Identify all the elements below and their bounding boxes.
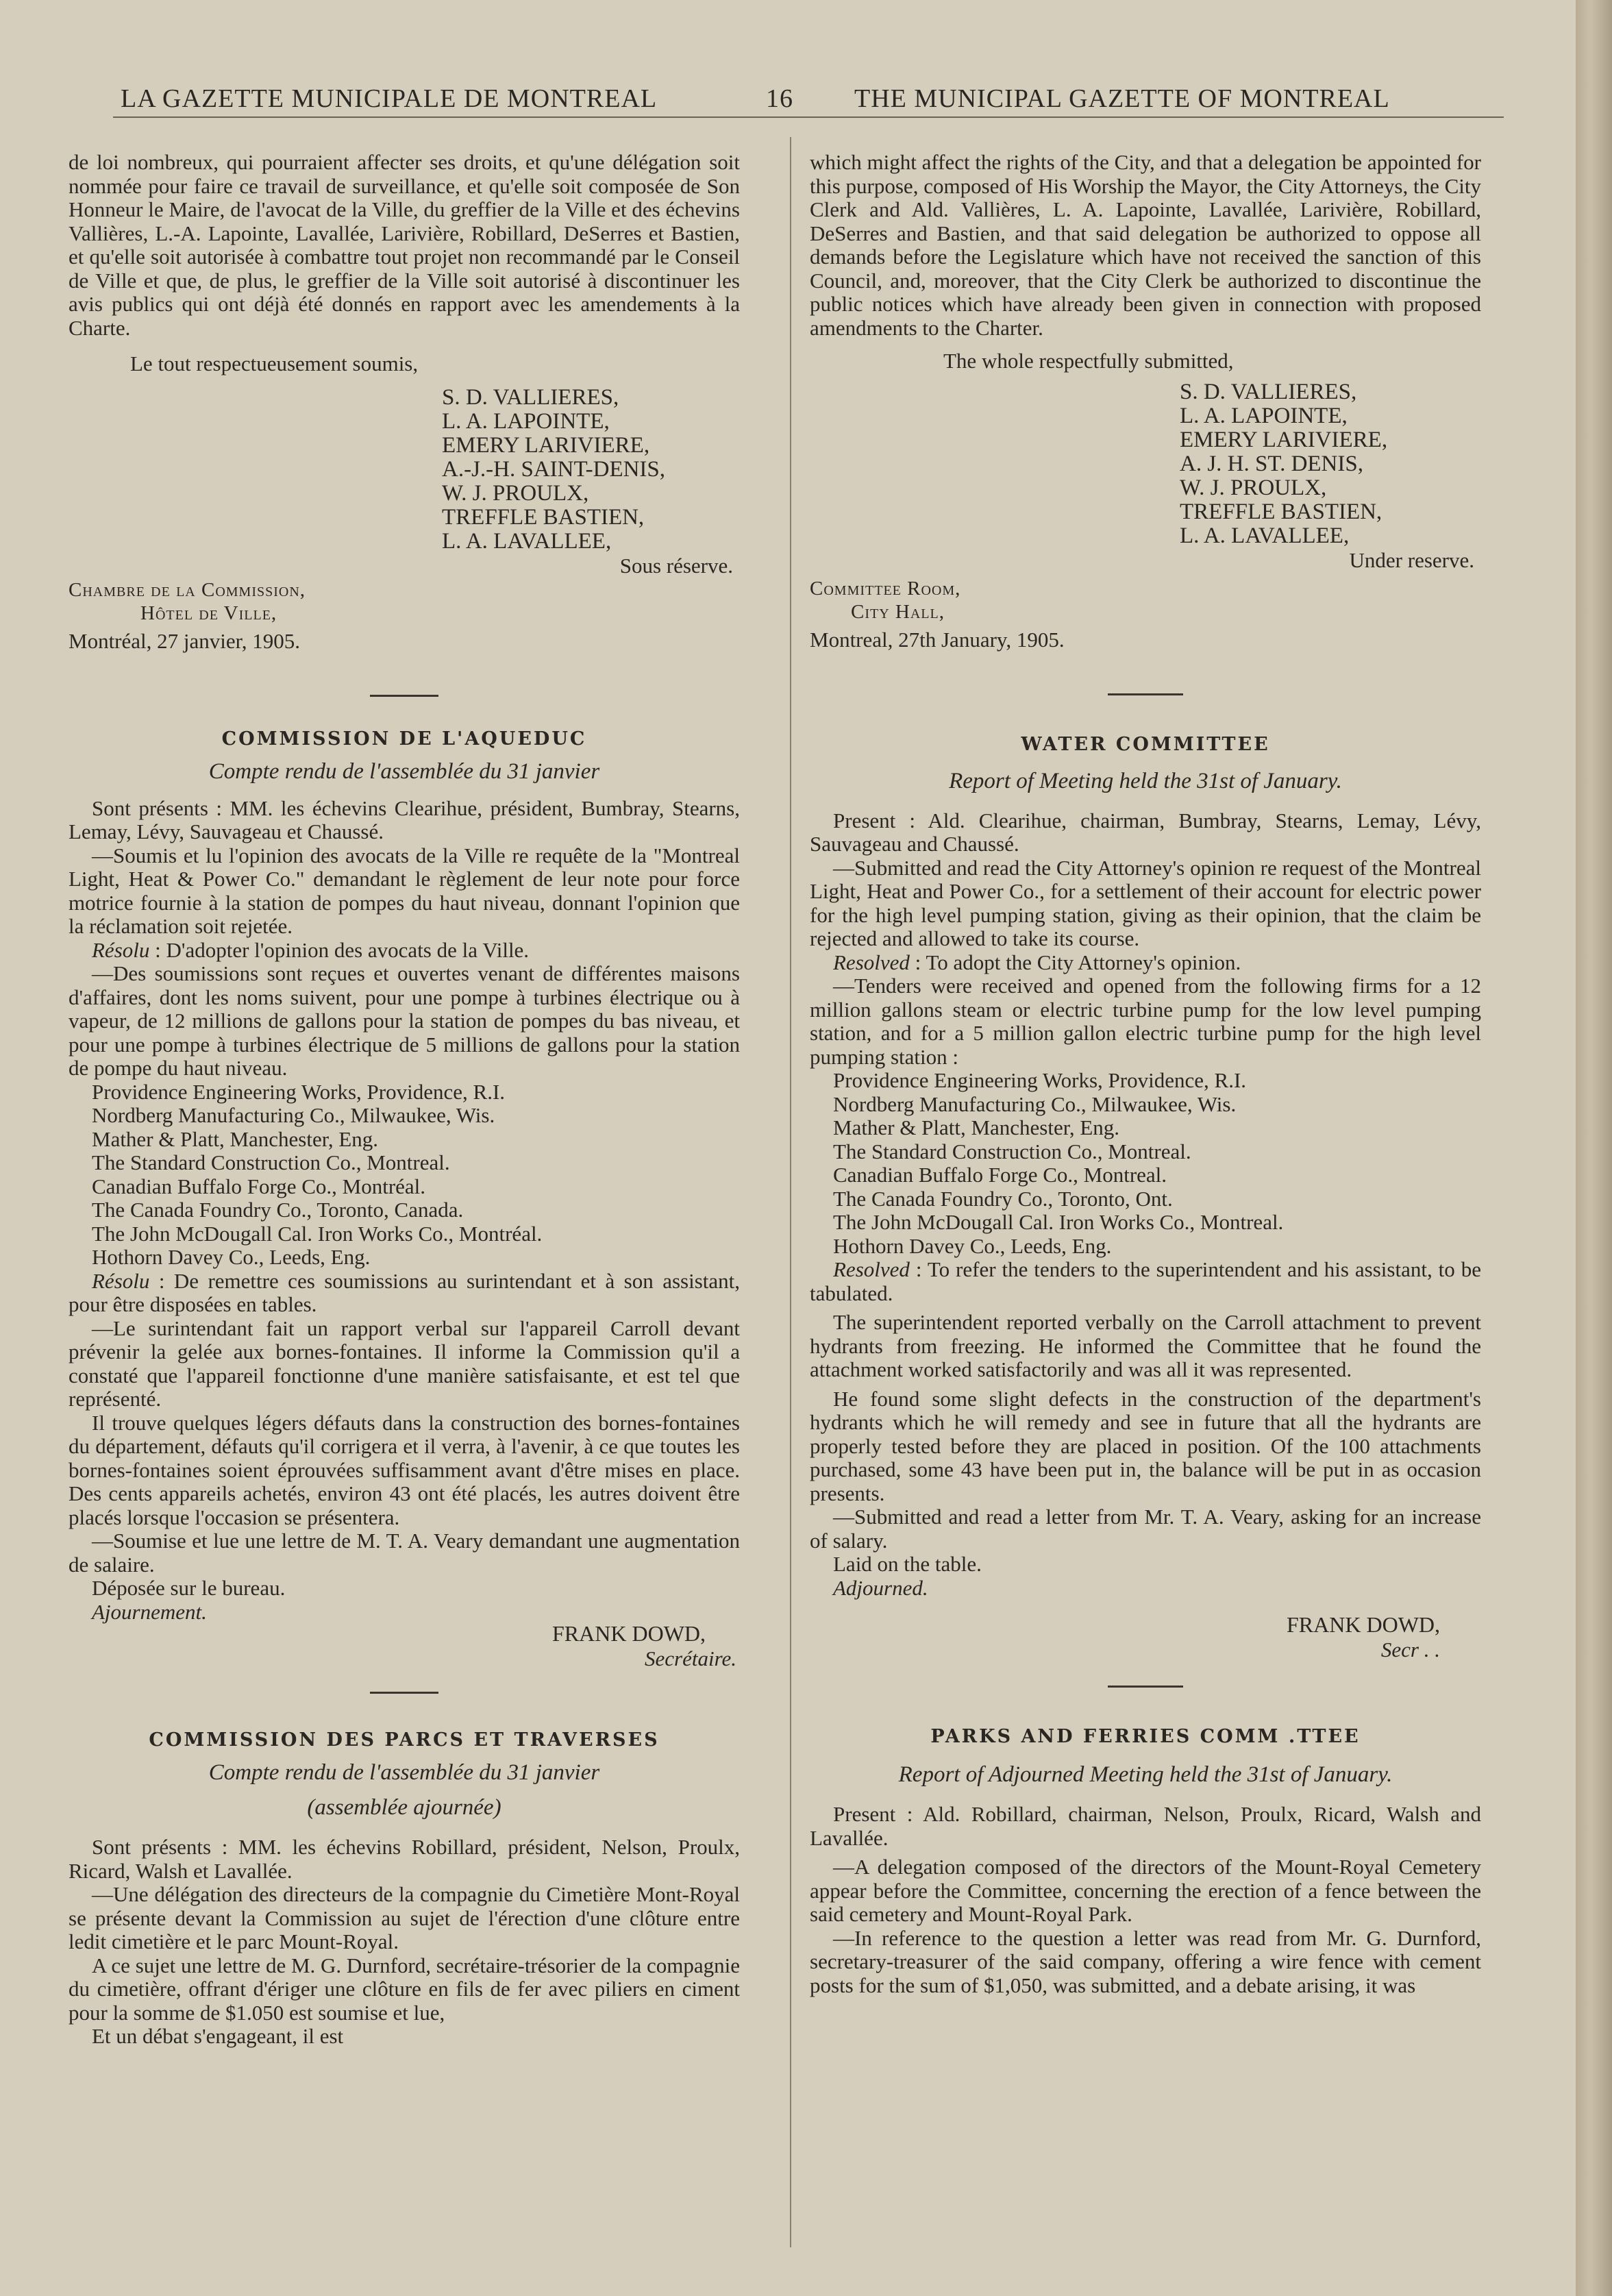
list-item: The Canada Foundry Co., Toronto, Canada. [92,1198,464,1222]
paragraph: Present : Ald. Robillard, chairman, Nelson, Proulx, Ricard, Walsh and Lavallée. [810,1802,1481,1850]
signatory: TREFFLE BASTIEN, [442,504,645,530]
secretary-title: Secr . . [1380,1638,1440,1662]
place-line: Committee Room, [810,577,961,600]
resolution-label: Resolved [833,950,910,974]
section-subtitle: Compte rendu de l'assemblée du 31 janvier [208,758,600,784]
submitted-line: Le tout respectueusement soumis, [130,351,419,375]
section-separator [1108,1686,1183,1688]
list-item: Canadian Buffalo Forge Co., Montréal. [92,1174,426,1198]
resolution-label: Résolu [92,1268,150,1293]
signatory: EMERY LARIVIERE, [1180,427,1388,452]
place-block [810,577,1481,624]
reserve-note: Under reserve. [1349,547,1474,572]
list-item: The Standard Construction Co., Montreal. [92,1150,450,1174]
place-line: Chambre de la Commission, [69,578,306,601]
paragraph: —Une délégation des directeurs de la compagnie du Cimetière Mont-Royal se présente devant la Commission au sujet de l'érection d'une clôture entre ledit cimetière et le parc Mount-Royal. [69,1882,740,1953]
place-block [69,578,740,625]
paragraph: Et un débat s'engageant, il est [92,2024,344,2048]
paragraph: —Soumise et lue une lettre de M. T. A. Veary demandant une augmentation de salaire. [69,1529,740,1577]
header-french-title: LA GAZETTE MUNICIPALE DE MONTREAL [121,84,658,113]
paragraph: : To refer the tenders to the superintendent and his assistant, to be tabulated. [810,1257,1481,1305]
running-header [0,84,1576,125]
paragraph: —Tenders were received and opened from the following firms for a 12 million gallons steam or electric turbine pump for the low level pumping station, and for a 5 million gallon electric turbine pump for the high level pumping station : [810,974,1481,1069]
paragraph: Déposée sur le bureau. [92,1576,286,1600]
section-separator [370,1692,438,1694]
signatories [1180,380,1481,548]
firm-list [69,1081,740,1270]
reserve-note: Sous réserve. [619,553,733,578]
paragraph: —Le surintendant fait un rapport verbal sur l'appareil Carroll devant prévenir la gelée aux bornes-fontaines. Il informe la Commission qu'il a constaté que l'appareil fonctionne d'une manière satisfaisante, et est tel que représenté. [69,1316,740,1411]
page-number: 16 [766,84,793,113]
paragraph: Present : Ald. Clearihue, chairman, Bumbray, Stearns, Lemay, Lévy, Sauvageau and Chaussé. [810,808,1481,856]
list-item: Mather & Platt, Manchester, Eng. [833,1115,1120,1139]
list-item: Hothorn Davey Co., Leeds, Eng. [92,1245,371,1269]
english-column [810,151,1481,1997]
report-date: Montreal, 27th January, 1905. [810,627,1065,652]
signatory: W. J. PROULX, [442,480,589,506]
list-item: Providence Engineering Works, Providence, R.I. [833,1068,1247,1092]
section-subtitle: Report of Adjourned Meeting held the 31st of January. [898,1762,1393,1787]
list-item: Mather & Platt, Manchester, Eng. [92,1126,379,1151]
signatory: TREFFLE BASTIEN, [1180,499,1382,524]
section-title: PARKS AND FERRIES COMM .TTEE [930,1726,1361,1747]
section-separator [1108,693,1183,695]
paragraph: —Submitted and read the City Attorney's opinion re request of the Montreal Light, Heat and Power Co., for a settlement of their account for electric power for the high level pumping station, giving as their opinion, that the claim be rejected and allowed to take its course. [810,855,1481,950]
report-date: Montréal, 27 janvier, 1905. [69,628,300,653]
signatory: L. A. LAVALLEE, [442,528,612,554]
report-continuation: which might affect the rights of the City, and that a delegation be appointed for this purpose, composed of His Worship the Mayor, the City Attorneys, the City Clerk and Ald. Vallières, L. A. Lapointe, Lavallée, Larivière, Robillard, DeSerres and Bastien, and that said delegation be authorized to oppose all demands before the Legislature which have not received the sanction of this Council, and, moreover, that the City Clerk be authorized to discontinue the public notices which have already been given in connection with proposed amendments to the Charter. [810,150,1481,340]
adjournment: Ajournement. [92,1599,207,1624]
signatory: S. D. VALLIERES, [1180,379,1357,404]
paragraph: —Des soumissions sont reçues et ouvertes venant de différentes maisons d'affaires, dont les noms suivent, pour une pompe à turbines électrique ou à vapeur, de 12 millions de gallons pour la station de pompes du bas niveau, et pour une pompe à turbines électrique de 5 millions de gallons pour la station de pompe du haut niveau. [69,961,740,1080]
signatory: L. A. LAPOINTE, [442,408,610,434]
resolution-label: Résolu [92,937,150,962]
secretary-title: Secrétaire. [645,1646,736,1670]
place-line: City Hall, [851,600,945,623]
paragraph: He found some slight defects in the construction of the department's hydrants which he will remedy and see in future that all the hydrants are properly tested before they are placed in position. Of the 100 attachments purchased, some 43 have been put in, the balance will be put in as occasion presents. [810,1386,1481,1505]
resolution-label: Resolved [833,1257,910,1281]
header-rule [113,116,1504,118]
column-divider [790,137,791,2247]
paragraph: The superintendent reported verbally on the Carroll attachment to prevent hydrants from freezing. He informed the Committee that he found the attachment worked satisfactorily and was all it was represented. [810,1310,1481,1381]
submitted-line: The whole respectfully submitted, [943,349,1234,373]
header-english-title: THE MUNICIPAL GAZETTE OF MONTREAL [854,84,1390,113]
list-item: The Standard Construction Co., Montreal. [833,1139,1191,1163]
paragraph: Sont présents : MM. les échevins Clearihue, président, Bumbray, Stearns, Lemay, Lévy, Sauvageau et Chaussé. [69,795,740,843]
paragraph: —In reference to the question a letter was read from Mr. G. Durnford, secretary-treasurer of the said company, offering a wire fence with cement posts for the sum of $1,050, was submitted, and a debate arising, it was [810,1925,1481,1997]
list-item: Nordberg Manufacturing Co., Milwaukee, Wis. [833,1091,1237,1116]
secretary-name: FRANK DOWD, [552,1621,706,1646]
list-item: Canadian Buffalo Forge Co., Montreal. [833,1163,1167,1187]
signatory: L. A. LAPOINTE, [1180,403,1348,428]
list-item: Hothorn Davey Co., Leeds, Eng. [833,1233,1112,1258]
section-title: COMMISSION DE L'AQUEDUC [221,728,587,750]
section-subtitle: Report of Meeting held the 31st of January. [949,768,1342,793]
section-subtitle: (assemblée ajournée) [307,1795,501,1820]
paragraph: : De remettre ces soumissions au surintendant et à son assistant, pour être disposées en tables. [69,1268,740,1316]
paragraph: Sont présents : MM. les échevins Robillard, président, Nelson, Proulx, Ricard, Walsh et Lavallée. [69,1835,740,1883]
section-subtitle: Compte rendu de l'assemblée du 31 janvier [208,1760,600,1785]
signatory: EMERY LARIVIERE, [442,432,650,458]
paragraph: Laid on the table. [833,1552,982,1576]
list-item: The John McDougall Cal. Iron Works Co., Montréal. [92,1221,543,1246]
adjournment: Adjourned. [833,1575,928,1600]
firm-list [810,1069,1481,1258]
signatory: L. A. LAVALLEE, [1180,523,1350,548]
paragraph: : To adopt the City Attorney's opinion. [909,950,1241,974]
report-continuation: de loi nombreux, qui pourraient affecter ses droits, et qu'une délégation soit nommée pour faire ce travail de surveillance, et qu'elle soit composée de Son Honneur le Maire, de l'avocat de la Ville, du greffier de la Ville et des échevins Vallières, L.-A. Lapointe, Lavallée, Larivière, Robillard, DeSerres et Bastien, et qu'elle soit autorisée à combattre tout projet non recommandé par le Conseil de Ville et que, de plus, le greffier de la Ville soit autorisé à discontinuer les avis publics qui ont déjà été donnés en rapport avec les amendements à la Charte. [69,150,740,340]
signatory: W. J. PROULX, [1180,475,1327,500]
list-item: The Canada Foundry Co., Toronto, Ont. [833,1186,1173,1211]
place-line: Hôtel de Ville, [140,602,277,624]
section-title: COMMISSION DES PARCS ET TRAVERSES [149,1729,660,1751]
paragraph: A ce sujet une lettre de M. G. Durnford, secrétaire-trésorier de la compagnie du cimetière, offrant d'ériger une clôture en fils de fer avec piliers en ciment pour la somme de $1.050 est soumise et lue, [69,1953,740,2025]
section-title: WATER COMMITTEE [1021,733,1270,755]
signatory: A. J. H. ST. DENIS, [1180,451,1363,476]
signatory: A.-J.-H. SAINT-DENIS, [442,456,666,482]
signatories [442,386,740,554]
page-edge [1576,0,1612,2296]
paragraph: —Submitted and read a letter from Mr. T. A. Veary, asking for an increase of salary. [810,1505,1481,1553]
list-item: Providence Engineering Works, Providence, R.I. [92,1079,506,1104]
section-separator [370,695,438,697]
paragraph: —Soumis et lu l'opinion des avocats de la Ville re requête de la "Montreal Light, Heat & Power Co." demandant le règlement de leur note pour force motrice fournie à la station de pompes du haut niveau, donnant l'opinion que la réclamation soit rejetée. [69,843,740,938]
signatory: S. D. VALLIERES, [442,384,619,410]
paragraph: —A delegation composed of the directors of the Mount-Royal Cemetery appear before the Committee, concerning the erection of a fence between the said cemetery and Mount-Royal Park. [810,1855,1481,1926]
french-column [69,151,740,2049]
list-item: The John McDougall Cal. Iron Works Co., Montreal. [833,1210,1284,1234]
list-item: Nordberg Manufacturing Co., Milwaukee, Wis. [92,1103,495,1127]
secretary-name: FRANK DOWD, [1287,1612,1440,1637]
paragraph: Il trouve quelques légers défauts dans la construction des bornes-fontaines du département, défauts qu'il corrigera et il verra, à l'avenir, à ce que toutes les bornes-fontaines soient éprouvées suffisamment avant d'être mises en place. Des cents appareils achetés, environ 43 ont été placés, les autres doivent être placés lorsque l'occasion se présentera. [69,1410,740,1529]
paragraph: : D'adopter l'opinion des avocats de la Ville. [149,937,530,962]
